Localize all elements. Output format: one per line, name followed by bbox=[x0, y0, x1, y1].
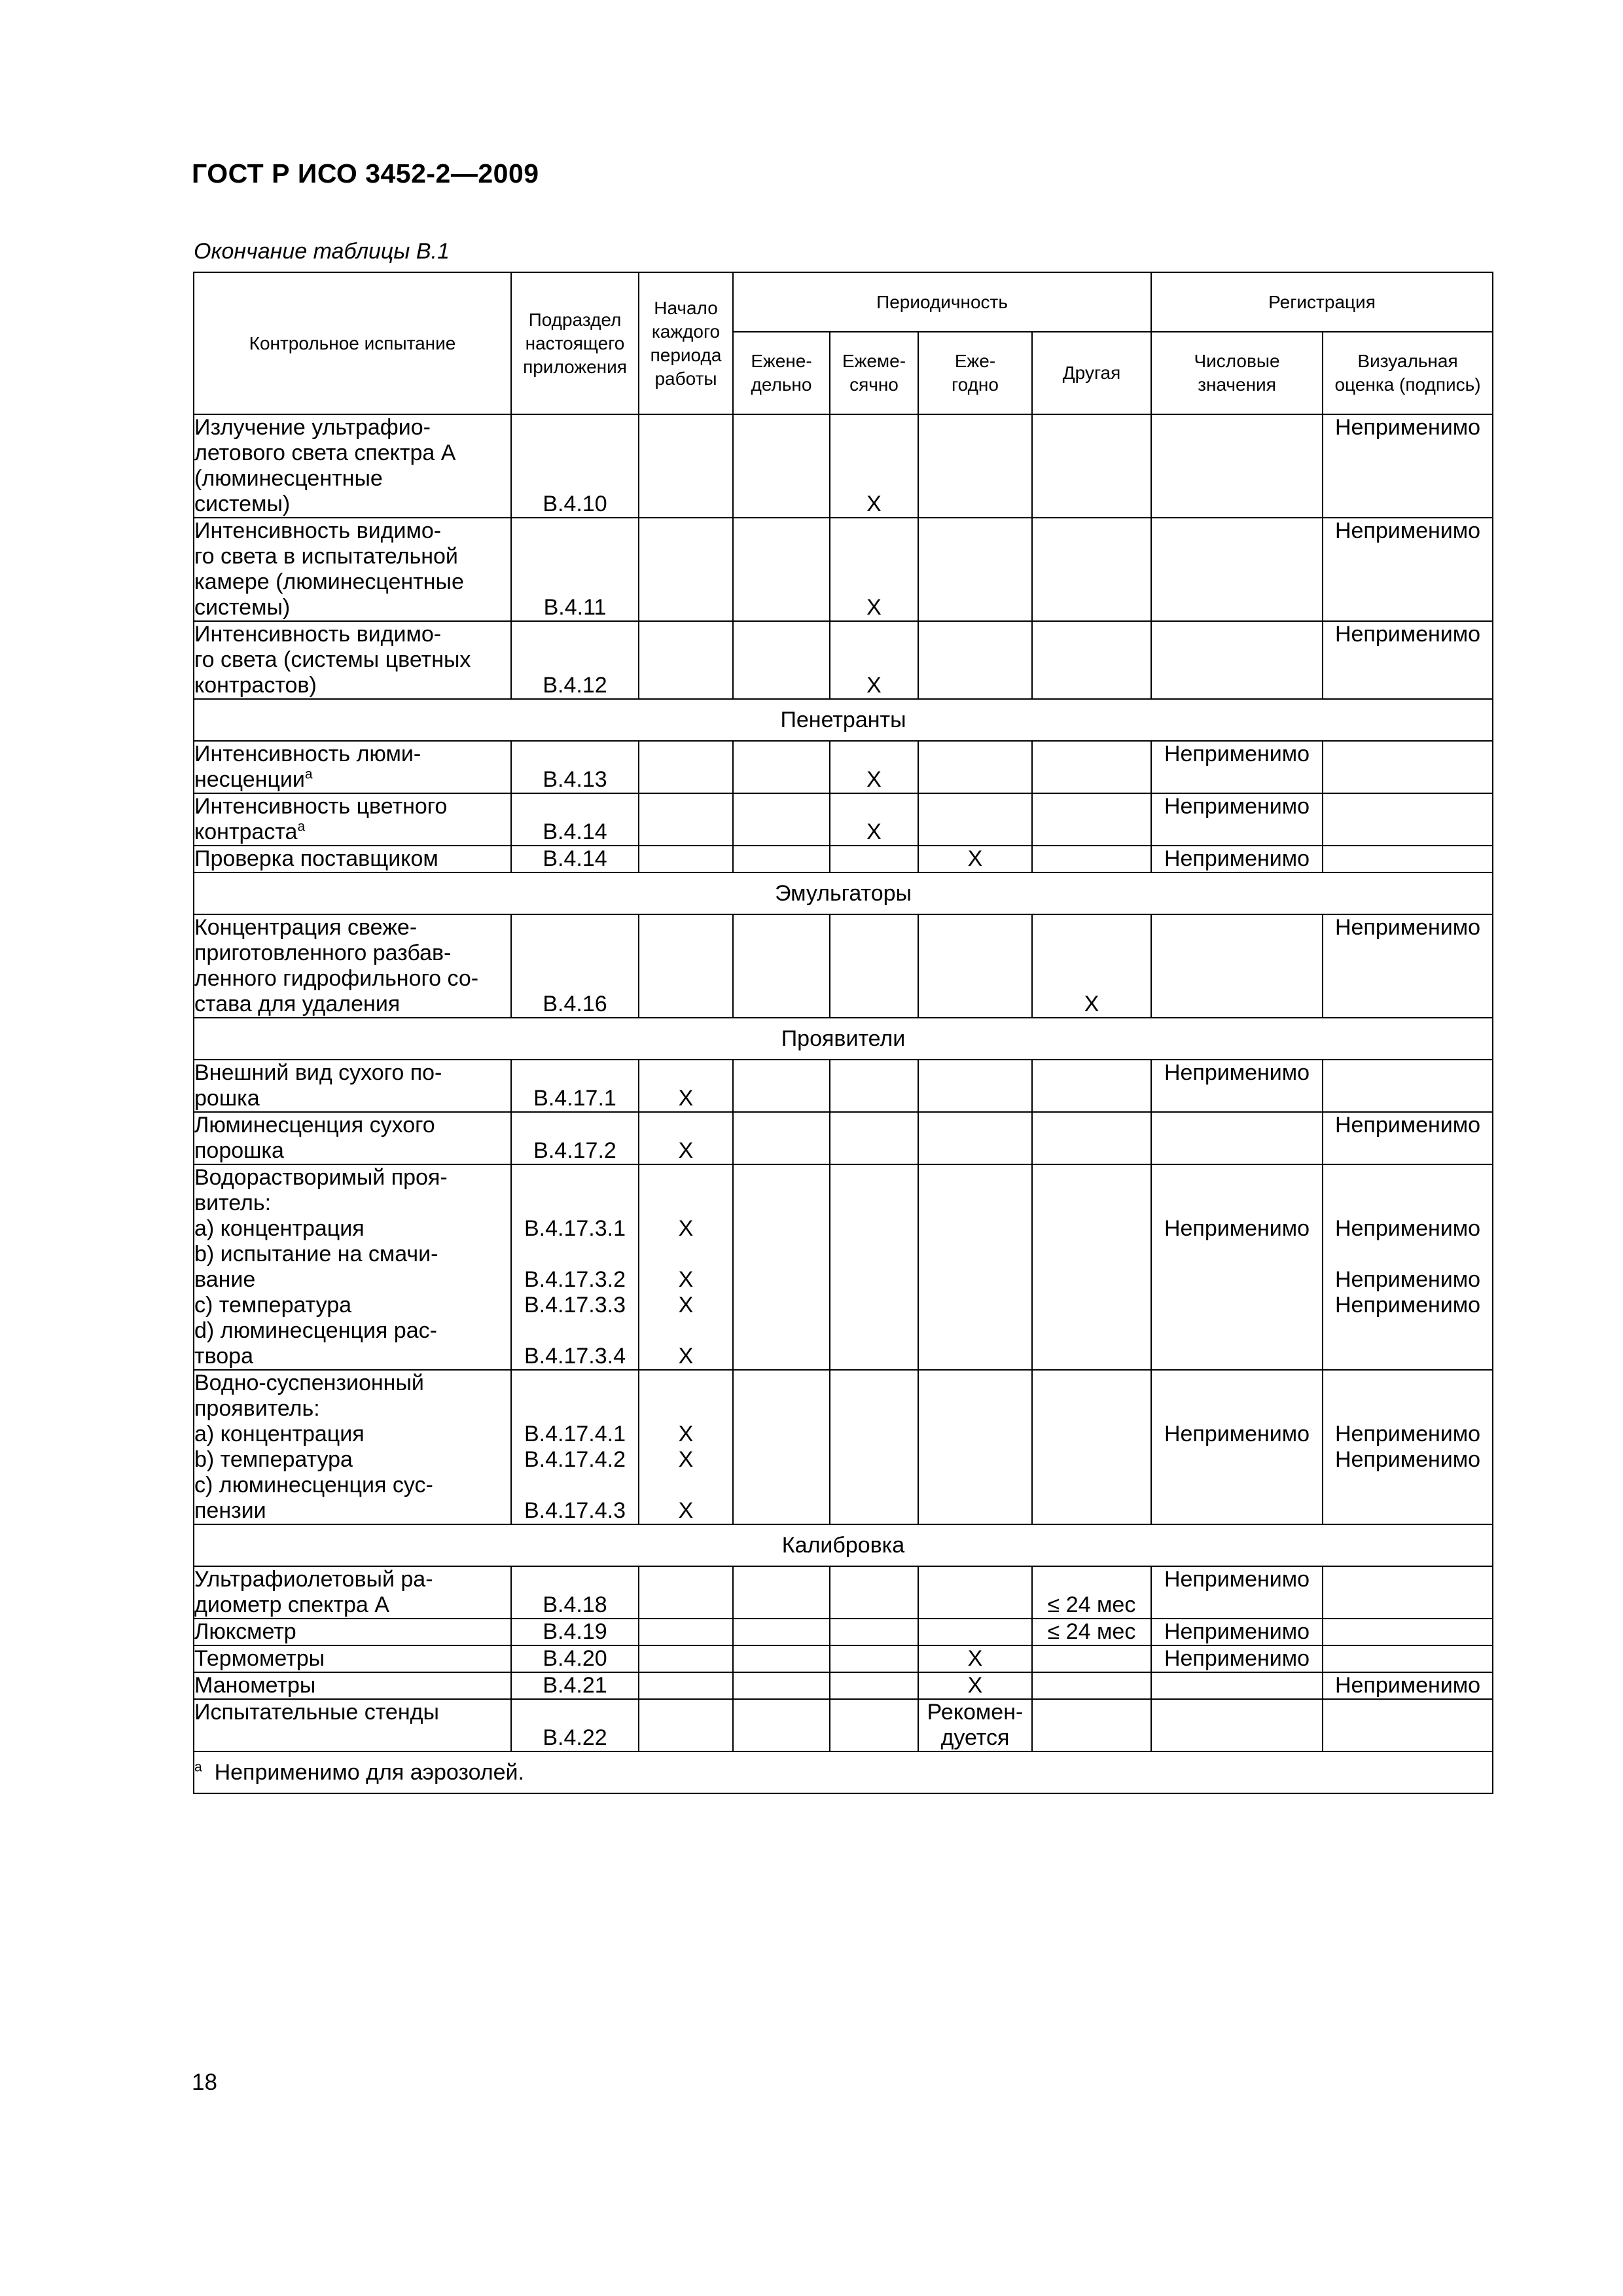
table-row bbox=[194, 1699, 1493, 1751]
test-name: Термометры bbox=[194, 1646, 325, 1671]
visual-cell bbox=[1323, 741, 1493, 793]
table-row bbox=[194, 846, 1493, 872]
numeric-cell bbox=[1151, 1699, 1323, 1751]
table-row bbox=[194, 1645, 1493, 1672]
sub-cell: В.4.19 bbox=[511, 1619, 639, 1645]
footnote-mark: a bbox=[194, 1759, 202, 1775]
header-yearly: Еже- годно bbox=[918, 332, 1032, 414]
monthly-cell: X bbox=[830, 518, 918, 621]
weekly-cell bbox=[733, 1566, 830, 1619]
header-subsection: Подраздел настоящего приложения bbox=[511, 272, 639, 414]
other-cell bbox=[1032, 1370, 1151, 1524]
sub-cell: В.4.11 bbox=[511, 518, 639, 621]
header-periodicity: Периодичность bbox=[733, 272, 1151, 332]
weekly-cell bbox=[733, 621, 830, 699]
start-cell: X X X X bbox=[639, 1164, 733, 1370]
weekly-cell bbox=[733, 518, 830, 621]
header-weekly: Ежене- дельно bbox=[733, 332, 830, 414]
monthly-cell bbox=[830, 1060, 918, 1112]
test-name-cell bbox=[194, 621, 511, 699]
weekly-cell bbox=[733, 414, 830, 518]
header-other: Другая bbox=[1032, 332, 1151, 414]
section-row bbox=[194, 1018, 1493, 1060]
start-cell bbox=[639, 621, 733, 699]
other-cell bbox=[1032, 1645, 1151, 1672]
test-name: Концентрация свеже- приготовленного разбав- ленного гидрофильного со- става для удаления bbox=[194, 915, 479, 1016]
other-cell: X bbox=[1032, 914, 1151, 1018]
sub-cell: В.4.18 bbox=[511, 1566, 639, 1619]
start-cell bbox=[639, 414, 733, 518]
test-name-cell bbox=[194, 741, 511, 793]
visual-cell bbox=[1323, 846, 1493, 872]
table-row bbox=[194, 1672, 1493, 1699]
start-cell bbox=[639, 1672, 733, 1699]
weekly-cell bbox=[733, 914, 830, 1018]
start-cell bbox=[639, 518, 733, 621]
yearly-cell bbox=[918, 793, 1032, 846]
header-numeric: Числовые значения bbox=[1151, 332, 1323, 414]
start-cell bbox=[639, 1645, 733, 1672]
header-test: Контрольное испытание bbox=[194, 272, 511, 414]
table-row bbox=[194, 1112, 1493, 1164]
yearly-cell bbox=[918, 741, 1032, 793]
visual-cell: Неприменимо bbox=[1323, 518, 1493, 621]
yearly-cell bbox=[918, 414, 1032, 518]
footnote-row bbox=[194, 1751, 1493, 1793]
section-title: Проявители bbox=[194, 1018, 1493, 1060]
visual-cell: Неприменимо bbox=[1323, 621, 1493, 699]
weekly-cell bbox=[733, 793, 830, 846]
monthly-cell: X bbox=[830, 741, 918, 793]
table-row bbox=[194, 914, 1493, 1018]
test-name: Люксметр bbox=[194, 1619, 296, 1644]
monthly-cell bbox=[830, 1645, 918, 1672]
monthly-cell: X bbox=[830, 793, 918, 846]
other-cell bbox=[1032, 414, 1151, 518]
weekly-cell bbox=[733, 1112, 830, 1164]
start-cell bbox=[639, 1566, 733, 1619]
visual-cell: Неприменимо Неприменимо bbox=[1323, 1370, 1493, 1524]
table-row bbox=[194, 1370, 1493, 1524]
test-name-cell bbox=[194, 414, 511, 518]
weekly-cell bbox=[733, 846, 830, 872]
numeric-cell: Неприменимо bbox=[1151, 1566, 1323, 1619]
sub-cell: В.4.17.4.1 В.4.17.4.2 В.4.17.4.3 bbox=[511, 1370, 639, 1524]
start-cell bbox=[639, 914, 733, 1018]
test-name: Интенсивность люми- несценции bbox=[194, 742, 421, 792]
visual-cell bbox=[1323, 1699, 1493, 1751]
test-name: Манометры bbox=[194, 1673, 316, 1698]
visual-cell bbox=[1323, 1060, 1493, 1112]
table-row bbox=[194, 1060, 1493, 1112]
yearly-cell bbox=[918, 1370, 1032, 1524]
weekly-cell bbox=[733, 1672, 830, 1699]
control-tests-table bbox=[193, 272, 1493, 1794]
monthly-cell bbox=[830, 1672, 918, 1699]
weekly-cell bbox=[733, 1060, 830, 1112]
visual-cell bbox=[1323, 1645, 1493, 1672]
monthly-cell bbox=[830, 914, 918, 1018]
sub-cell: В.4.10 bbox=[511, 414, 639, 518]
sub-cell: В.4.12 bbox=[511, 621, 639, 699]
test-name: Испытательные стенды bbox=[194, 1700, 439, 1725]
header-monthly: Ежеме- сячно bbox=[830, 332, 918, 414]
numeric-cell bbox=[1151, 414, 1323, 518]
start-cell: X bbox=[639, 1060, 733, 1112]
test-name-cell bbox=[194, 914, 511, 1018]
test-name-cell bbox=[194, 1645, 511, 1672]
other-cell: ≤ 24 мес bbox=[1032, 1566, 1151, 1619]
test-name: Водорастворимый проя- витель: а) концентрация b) испытание на смачи- вание c) температура d) люминесценция рас- твора bbox=[194, 1165, 448, 1369]
test-name-cell bbox=[194, 1619, 511, 1645]
numeric-cell bbox=[1151, 914, 1323, 1018]
test-name-cell bbox=[194, 518, 511, 621]
sub-cell: В.4.16 bbox=[511, 914, 639, 1018]
start-cell bbox=[639, 1619, 733, 1645]
table-body bbox=[194, 414, 1493, 1793]
weekly-cell bbox=[733, 1370, 830, 1524]
numeric-cell bbox=[1151, 1112, 1323, 1164]
page-number: 18 bbox=[192, 2070, 217, 2095]
yearly-cell: X bbox=[918, 1645, 1032, 1672]
table-row bbox=[194, 621, 1493, 699]
numeric-cell bbox=[1151, 1672, 1323, 1699]
monthly-cell bbox=[830, 1619, 918, 1645]
test-name: Проверка поставщиком bbox=[194, 846, 438, 871]
numeric-cell: Неприменимо bbox=[1151, 1370, 1323, 1524]
header-registration: Регистрация bbox=[1151, 272, 1493, 332]
weekly-cell bbox=[733, 1619, 830, 1645]
other-cell bbox=[1032, 518, 1151, 621]
start-cell bbox=[639, 793, 733, 846]
test-name: Интенсивность видимо- го света (системы цветных контрастов) bbox=[194, 622, 471, 698]
numeric-cell: Неприменимо bbox=[1151, 1645, 1323, 1672]
numeric-cell bbox=[1151, 621, 1323, 699]
yearly-cell bbox=[918, 621, 1032, 699]
header-start: Начало каждого периода работы bbox=[639, 272, 733, 414]
test-name-cell bbox=[194, 1164, 511, 1370]
test-name-cell bbox=[194, 1566, 511, 1619]
numeric-cell: Неприменимо bbox=[1151, 1619, 1323, 1645]
footnote-mark: a bbox=[297, 819, 306, 834]
footnote-mark: a bbox=[304, 766, 313, 782]
other-cell bbox=[1032, 793, 1151, 846]
test-name-cell bbox=[194, 846, 511, 872]
start-cell: X X X bbox=[639, 1370, 733, 1524]
other-cell bbox=[1032, 621, 1151, 699]
numeric-cell: Неприменимо bbox=[1151, 1060, 1323, 1112]
section-title: Калибровка bbox=[194, 1524, 1493, 1566]
test-name: Внешний вид сухого по- рошка bbox=[194, 1060, 442, 1111]
test-name-cell bbox=[194, 1112, 511, 1164]
table-row bbox=[194, 518, 1493, 621]
visual-cell: Неприменимо bbox=[1323, 1112, 1493, 1164]
start-cell bbox=[639, 741, 733, 793]
sub-cell: В.4.17.3.1 В.4.17.3.2 В.4.17.3.3 В.4.17.3.4 bbox=[511, 1164, 639, 1370]
weekly-cell bbox=[733, 741, 830, 793]
other-cell bbox=[1032, 1112, 1151, 1164]
monthly-cell bbox=[830, 1566, 918, 1619]
yearly-cell: Рекомен- дуется bbox=[918, 1699, 1032, 1751]
visual-cell bbox=[1323, 1566, 1493, 1619]
weekly-cell bbox=[733, 1699, 830, 1751]
sub-cell: В.4.22 bbox=[511, 1699, 639, 1751]
sub-cell: В.4.17.1 bbox=[511, 1060, 639, 1112]
visual-cell: Неприменимо bbox=[1323, 1672, 1493, 1699]
table-row bbox=[194, 741, 1493, 793]
test-name: Люминесценция сухого порошка bbox=[194, 1113, 435, 1163]
start-cell: X bbox=[639, 1112, 733, 1164]
start-cell bbox=[639, 1699, 733, 1751]
visual-cell bbox=[1323, 793, 1493, 846]
visual-cell: Неприменимо bbox=[1323, 414, 1493, 518]
other-cell bbox=[1032, 1164, 1151, 1370]
test-name-cell bbox=[194, 1060, 511, 1112]
weekly-cell bbox=[733, 1645, 830, 1672]
numeric-cell: Неприменимо bbox=[1151, 741, 1323, 793]
weekly-cell bbox=[733, 1164, 830, 1370]
yearly-cell bbox=[918, 1112, 1032, 1164]
yearly-cell bbox=[918, 1619, 1032, 1645]
table-row bbox=[194, 1566, 1493, 1619]
monthly-cell bbox=[830, 1112, 918, 1164]
yearly-cell: X bbox=[918, 846, 1032, 872]
visual-cell: Неприменимо bbox=[1323, 914, 1493, 1018]
monthly-cell bbox=[830, 1699, 918, 1751]
yearly-cell bbox=[918, 1060, 1032, 1112]
numeric-cell: Неприменимо bbox=[1151, 1164, 1323, 1370]
sub-cell: В.4.20 bbox=[511, 1645, 639, 1672]
yearly-cell bbox=[918, 1566, 1032, 1619]
header-visual: Визуальная оценка (подпись) bbox=[1323, 332, 1493, 414]
sub-cell: В.4.17.2 bbox=[511, 1112, 639, 1164]
start-cell bbox=[639, 846, 733, 872]
other-cell bbox=[1032, 846, 1151, 872]
test-name: Интенсивность цветного контраста bbox=[194, 794, 448, 844]
other-cell bbox=[1032, 1060, 1151, 1112]
document-title: ГОСТ Р ИСО 3452-2—2009 bbox=[192, 158, 539, 188]
yearly-cell bbox=[918, 518, 1032, 621]
test-name: Интенсивность видимо- го света в испытательной камере (люминесцентные системы) bbox=[194, 518, 464, 620]
table-caption: Окончание таблицы В.1 bbox=[194, 239, 450, 264]
visual-cell: Неприменимо Неприменимо Неприменимо bbox=[1323, 1164, 1493, 1370]
other-cell bbox=[1032, 741, 1151, 793]
numeric-cell: Неприменимо bbox=[1151, 793, 1323, 846]
sub-cell: В.4.21 bbox=[511, 1672, 639, 1699]
section-row bbox=[194, 872, 1493, 914]
other-cell: ≤ 24 мес bbox=[1032, 1619, 1151, 1645]
monthly-cell bbox=[830, 1164, 918, 1370]
monthly-cell bbox=[830, 846, 918, 872]
numeric-cell: Неприменимо bbox=[1151, 846, 1323, 872]
monthly-cell: X bbox=[830, 414, 918, 518]
yearly-cell: X bbox=[918, 1672, 1032, 1699]
test-name-cell bbox=[194, 1672, 511, 1699]
table-row bbox=[194, 1619, 1493, 1645]
footnote bbox=[194, 1751, 1493, 1793]
visual-cell bbox=[1323, 1619, 1493, 1645]
numeric-cell bbox=[1151, 518, 1323, 621]
section-title: Эмульгаторы bbox=[194, 872, 1493, 914]
test-name: Ультрафиолетовый ра- диометр спектра А bbox=[194, 1567, 433, 1617]
table-row bbox=[194, 1164, 1493, 1370]
footnote-text: Неприменимо для аэрозолей. bbox=[214, 1759, 524, 1785]
test-name: Излучение ультрафио- летового света спектра А (люминесцентные системы) bbox=[194, 415, 456, 516]
table-row bbox=[194, 414, 1493, 518]
table-row bbox=[194, 793, 1493, 846]
sub-cell: В.4.14 bbox=[511, 793, 639, 846]
monthly-cell: X bbox=[830, 621, 918, 699]
test-name-cell bbox=[194, 1370, 511, 1524]
sub-cell: В.4.13 bbox=[511, 741, 639, 793]
monthly-cell bbox=[830, 1370, 918, 1524]
test-name-cell bbox=[194, 793, 511, 846]
test-name: Водно-суспензионный проявитель: а) концентрация b) температура c) люминесценция сус- пензии bbox=[194, 1371, 433, 1523]
section-title: Пенетранты bbox=[194, 699, 1493, 741]
section-row bbox=[194, 699, 1493, 741]
yearly-cell bbox=[918, 1164, 1032, 1370]
test-name-cell bbox=[194, 1699, 511, 1751]
yearly-cell bbox=[918, 914, 1032, 1018]
sub-cell: В.4.14 bbox=[511, 846, 639, 872]
other-cell bbox=[1032, 1699, 1151, 1751]
other-cell bbox=[1032, 1672, 1151, 1699]
section-row bbox=[194, 1524, 1493, 1566]
